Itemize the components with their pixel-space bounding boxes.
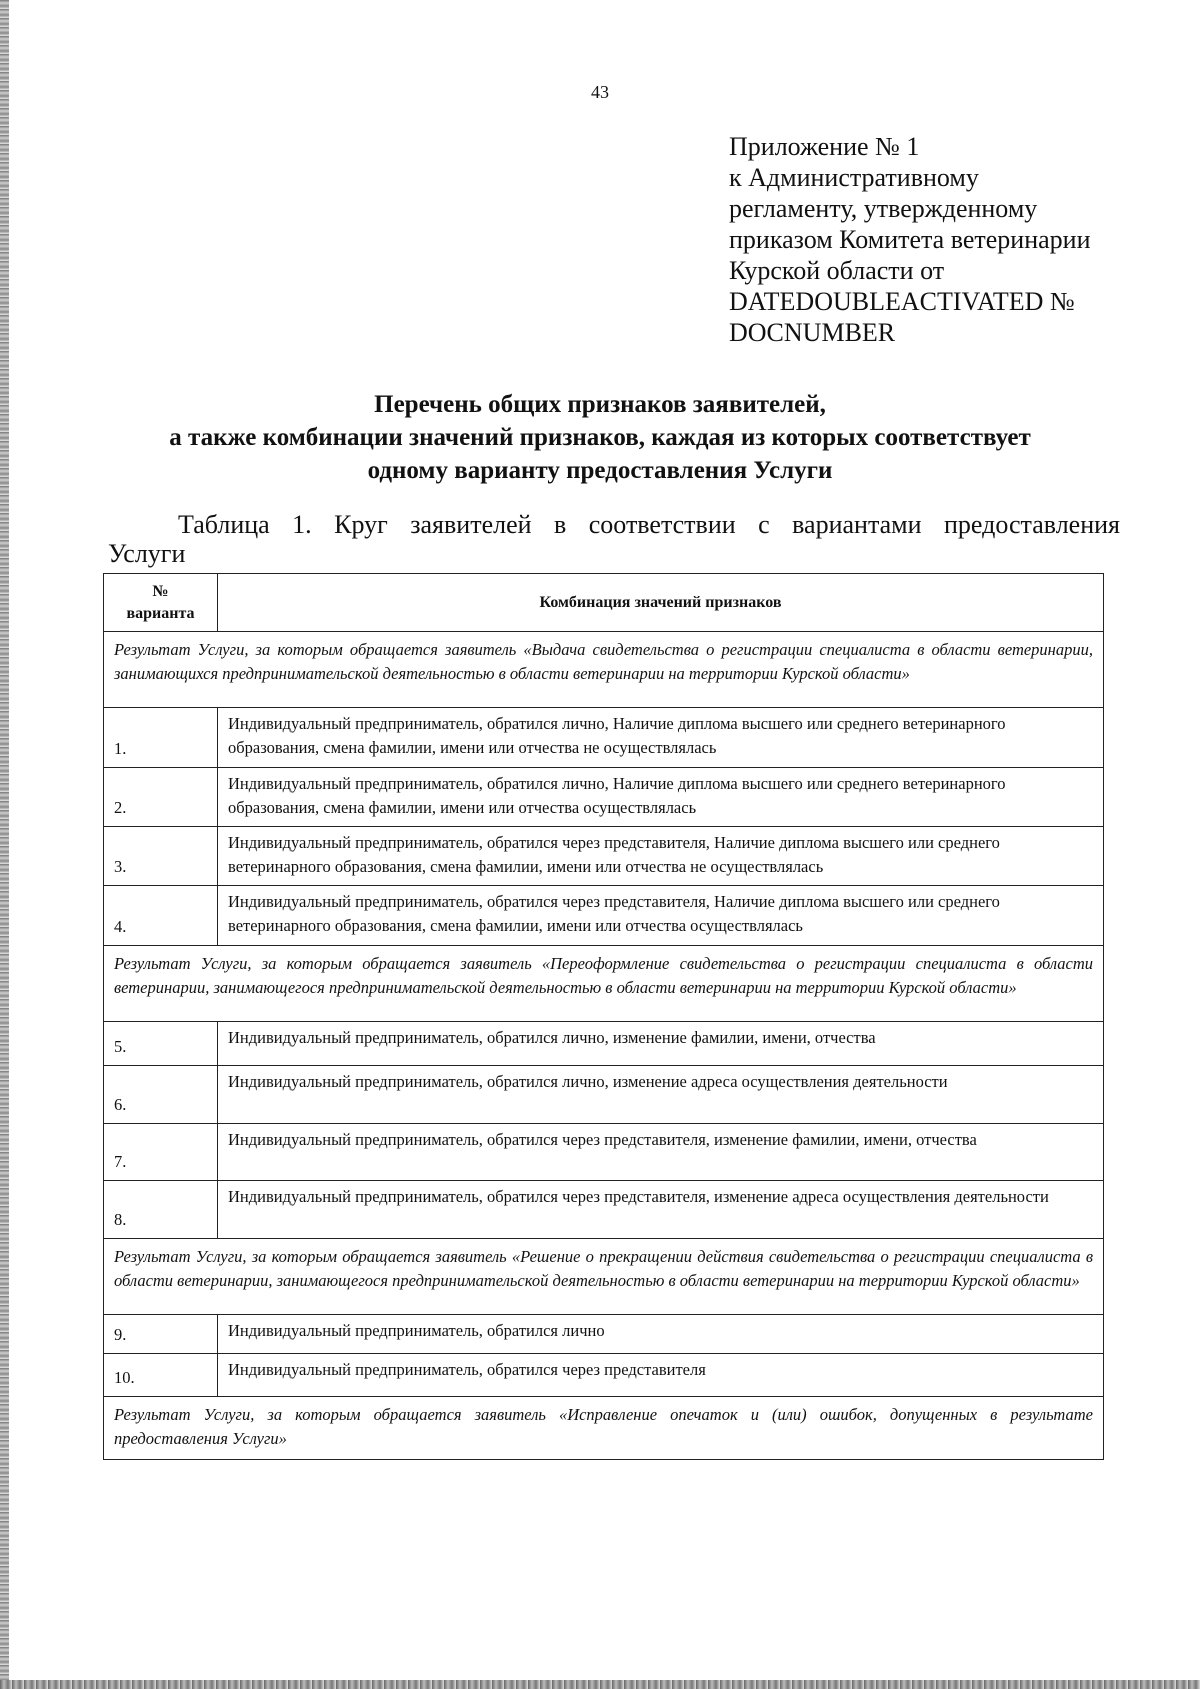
variant-number: 8. [104, 1181, 218, 1239]
variant-number: 3. [104, 827, 218, 886]
appendix-line: к Административному [729, 163, 979, 192]
variant-row [104, 827, 1104, 886]
result-cell: Результат Услуги, за которым обращается заявитель «Решение о прекращении действия свидетельства о регистрации специалиста в области ветеринарии, занимающегося предпринимательской деятельностью в области ветеринарии на территории Курской области» [104, 1239, 1104, 1315]
result-cell: Результат Услуги, за которым обращается заявитель «Исправление опечаток и (или) ошибок, допущенных в результате предоставления Услуги» [104, 1397, 1104, 1460]
variant-row [104, 886, 1104, 946]
variant-number: 1. [104, 708, 218, 768]
variant-criteria: Индивидуальный предприниматель, обратился через представителя, Наличие диплома высшего или среднего ветеринарного образования, смена фамилии, имени или отчества не осуществлялась [218, 827, 1104, 886]
variant-row [104, 1181, 1104, 1239]
variant-criteria: Индивидуальный предприниматель, обратился лично, Наличие диплома высшего или среднего ветеринарного образования, смена фамилии, имени или отчества не осуществлялась [218, 708, 1104, 768]
variant-row [104, 1066, 1104, 1124]
header-combination: Комбинация значений признаков [218, 574, 1104, 632]
appendix-line: Приложение № 1 [729, 132, 920, 161]
result-cell: Результат Услуги, за которым обращается заявитель «Переоформление свидетельства о регистрации специалиста в области ветеринарии, занимающегося предпринимательской деятельностью в области ветеринарии на территории Курской области» [104, 946, 1104, 1022]
appendix-block [729, 131, 1091, 348]
variant-row [104, 708, 1104, 768]
variant-number: 9. [104, 1315, 218, 1354]
title-line: одному варианту предоставления Услуги [367, 457, 833, 484]
result-row [104, 946, 1104, 1022]
header-variant-number [104, 574, 218, 632]
scan-edge-bottom [0, 1680, 1200, 1689]
title-line: а также комбинации значений признаков, каждая из которых соответствует [169, 424, 1031, 451]
page-number: 43 [591, 82, 609, 102]
table-caption-end: Услуги [108, 539, 186, 568]
variant-criteria: Индивидуальный предприниматель, обратился через представителя, изменение адреса осуществления деятельности [218, 1181, 1104, 1239]
variant-criteria: Индивидуальный предприниматель, обратился через представителя [218, 1354, 1104, 1397]
variant-row [104, 1315, 1104, 1354]
result-row [104, 1239, 1104, 1315]
variant-row [104, 1354, 1104, 1397]
criteria-table-body [104, 574, 1104, 1460]
variant-number: 6. [104, 1066, 218, 1124]
appendix-line: приказом Комитета ветеринарии [729, 225, 1091, 254]
document-title [100, 388, 1100, 487]
variant-number: 10. [104, 1354, 218, 1397]
result-cell: Результат Услуги, за которым обращается заявитель «Выдача свидетельства о регистрации специалиста в области ветеринарии, занимающихся предпринимательской деятельностью в области ветеринарии на территории Курской области» [104, 632, 1104, 708]
appendix-line: DATEDOUBLEACTIVATED № [729, 287, 1075, 316]
variant-criteria: Индивидуальный предприниматель, обратился через представителя, Наличие диплома высшего или среднего ветеринарного образования, смена фамилии, имени или отчества осуществлялась [218, 886, 1104, 946]
scan-edge-left [0, 0, 9, 1689]
appendix-line: DOCNUMBER [729, 318, 896, 347]
variant-row [104, 768, 1104, 827]
appendix-line: регламенту, утвержденному [729, 194, 1038, 223]
variant-criteria: Индивидуальный предприниматель, обратился через представителя, изменение фамилии, имени, отчества [218, 1124, 1104, 1181]
table-caption: Таблица 1. Круг заявителей в соответствии с вариантами предоставления [178, 510, 1120, 539]
variant-row [104, 1124, 1104, 1181]
result-row [104, 1397, 1104, 1460]
variant-number: 5. [104, 1022, 218, 1066]
variant-criteria: Индивидуальный предприниматель, обратился лично, Наличие диплома высшего или среднего ветеринарного образования, смена фамилии, имени или отчества осуществлялась [218, 768, 1104, 827]
variant-row [104, 1022, 1104, 1066]
variant-criteria: Индивидуальный предприниматель, обратился лично [218, 1315, 1104, 1354]
variant-number: 4. [104, 886, 218, 946]
variant-number: 2. [104, 768, 218, 827]
variant-number: 7. [104, 1124, 218, 1181]
variant-criteria: Индивидуальный предприниматель, обратился лично, изменение адреса осуществления деятельности [218, 1066, 1104, 1124]
appendix-line: Курской области от [729, 256, 945, 285]
table-header-row [104, 574, 1104, 632]
variant-criteria: Индивидуальный предприниматель, обратился лично, изменение фамилии, имени, отчества [218, 1022, 1104, 1066]
result-row [104, 632, 1104, 708]
header-num-word: варианта [126, 604, 195, 622]
title-line: Перечень общих признаков заявителей, [374, 391, 826, 418]
header-num-sign: № [152, 582, 169, 600]
criteria-table [103, 573, 1104, 1460]
